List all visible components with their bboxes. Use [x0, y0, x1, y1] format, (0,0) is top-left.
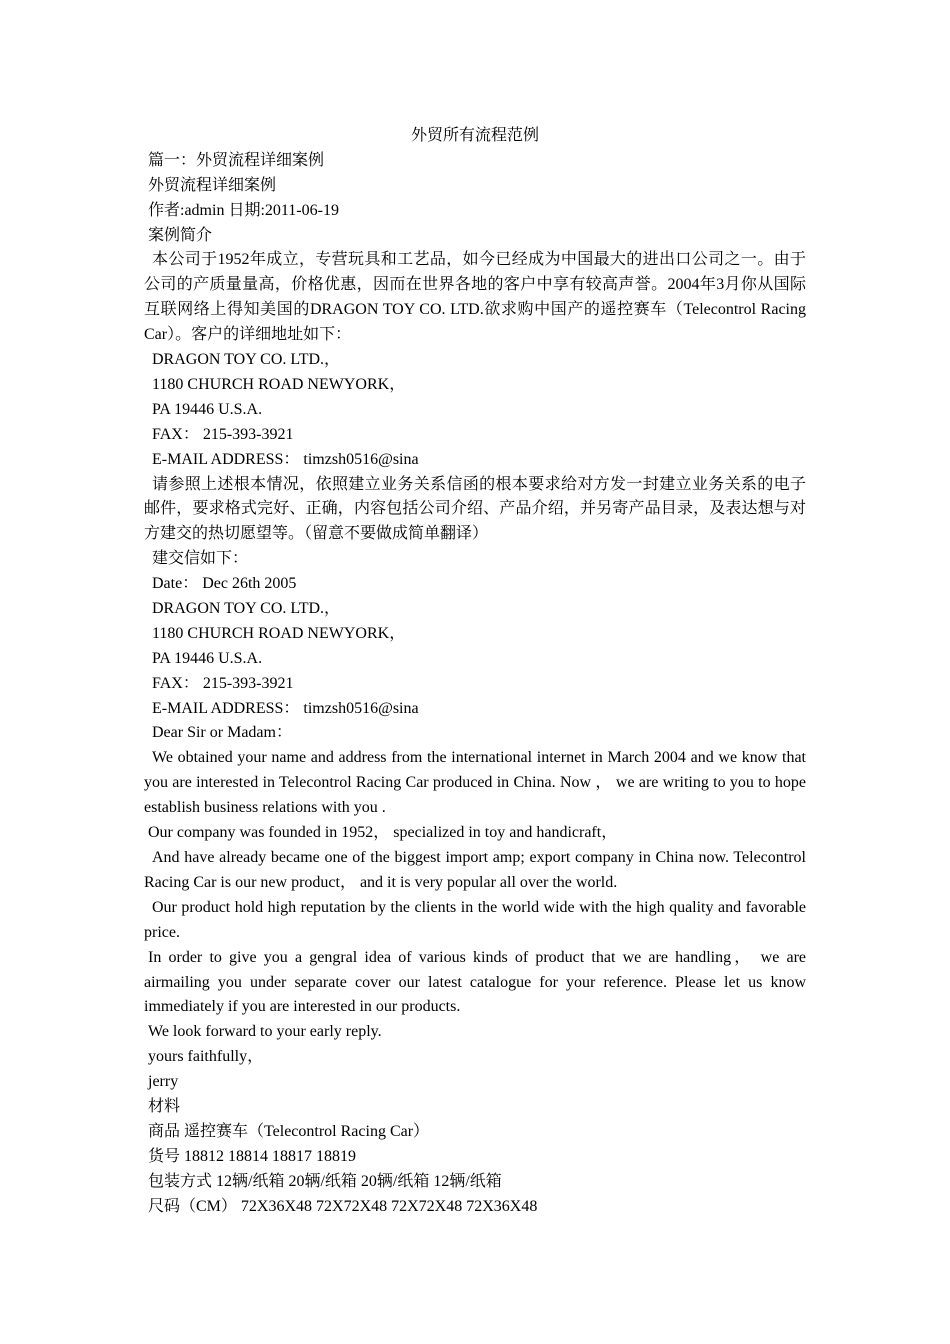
article-subtitle: 外贸流程详细案例 [148, 176, 277, 194]
address-street: 1180 CHURCH ROAD NEWYORK， [152, 375, 406, 393]
letter-paragraph: In order to give you a gengral idea of various kinds of product that we are handling， we are airmailing you under separate cover our latest catalogue for your reference. Please let us know immediately if you are interested in our products. [144, 948, 806, 1016]
letter-heading: 建交信如下： [152, 550, 249, 568]
letter-paragraph: Our company was founded in 1952， specialized in toy and handicraft， [148, 824, 618, 842]
letter-paragraph: Our product hold high reputation by the clients in the world wide with the high quality and favorable price. [144, 898, 806, 941]
letter-signature: jerry [148, 1073, 179, 1091]
item-number-line: 货号 18812 18814 18817 18819 [148, 1147, 357, 1165]
letter-address-fax: FAX： 215-393-3921 [152, 674, 294, 692]
size-line: 尺码（CM） 72X36X48 72X72X48 72X72X48 72X36X48 [148, 1197, 538, 1215]
letter-closing: yours faithfully， [148, 1048, 264, 1066]
letter-address-street: 1180 CHURCH ROAD NEWYORK， [152, 624, 406, 642]
task-paragraph: 请参照上述根本情况，依照建立业务关系信函的根本要求给对方发一封建立业务关系的电子邮件，要求格式完好、正确，内容包括公司介绍、产品介绍，并另寄产品目录，及表达想与对方建交的热切愿望等。（留意不要做成简单翻译） [144, 475, 806, 543]
packing-line: 包装方式 12辆/纸箱 20辆/纸箱 20辆/纸箱 12辆/纸箱 [148, 1172, 502, 1190]
address-state: PA 19446 U.S.A. [152, 400, 263, 418]
letter-paragraph: We look forward to your early reply. [148, 1023, 382, 1041]
address-company: DRAGON TOY CO. LTD.， [152, 351, 341, 369]
letter-salutation: Dear Sir or Madam： [152, 724, 292, 742]
letter-address-company: DRAGON TOY CO. LTD.， [152, 600, 341, 618]
materials-heading: 材料 [148, 1098, 181, 1115]
letter-paragraph: And have already became one of the biggest import amp; export company in China now. Telecontrol Racing Car is our new product， and it is very popular all over the world. [144, 848, 806, 891]
chapter-heading: 篇一：外贸流程详细案例 [148, 151, 325, 169]
letter-date: Date： Dec 26th 2005 [152, 575, 297, 593]
address-email: E-MAIL ADDRESS： timzsh0516@sina [152, 450, 419, 468]
letter-address-state: PA 19446 U.S.A. [152, 649, 263, 667]
author-date-meta: 作者:admin 日期:2011-06-19 [148, 201, 339, 219]
letter-address-email: E-MAIL ADDRESS： timzsh0516@sina [152, 699, 419, 717]
address-fax: FAX： 215-393-3921 [152, 425, 294, 443]
goods-line: 商品 遥控赛车（Telecontrol Racing Car） [148, 1122, 430, 1140]
letter-paragraph: We obtained your name and address from the international internet in March 2004 and we know that you are interested in Telecontrol Racing Car produced in China. Now ， we are writing to you to hope establish business relations with you . [144, 749, 806, 817]
case-heading: 案例简介 [148, 226, 213, 244]
document-body [144, 124, 806, 1219]
intro-paragraph: 本公司于1952年成立，专营玩具和工艺品，如今已经成为中国最大的进出口公司之一。由于公司的产质量量高，价格优惠，因而在世界各地的客户中享有较高声誉。2004年3月你从国际互联网络上得知美国的DRAGON TOY CO. LTD.欲求购中国产的遥控赛车（Telecontrol Racing Car）。客户的详细地址如下： [144, 251, 806, 344]
document-title: 外贸所有流程范例 [410, 127, 539, 144]
